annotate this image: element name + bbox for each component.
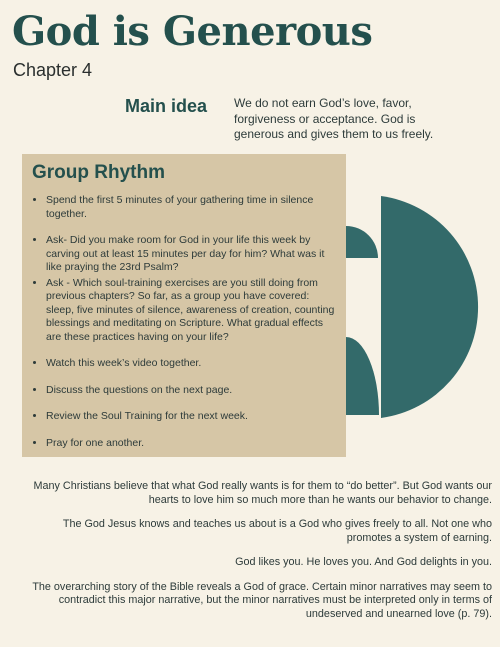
lower-quarter-circle-shape (346, 337, 379, 415)
rhythm-item-discuss: • Discuss the questions on the next page. (46, 384, 336, 398)
body-paragraph: The God Jesus knows and teaches us about is a God who gives freely to all. Not one who promotes a system of earning. (62, 518, 492, 544)
group-rhythm-list (32, 194, 336, 450)
body-text (22, 480, 492, 632)
rhythm-item-ask-soul-training: • Ask - Which soul-training exercises are you still doing from previous chapters? So far, as a group you have covered: sleep, five minutes of silence, awareness of creation, counting blessings and meditating on Scripture. What gradual effects are these practices having on your life? (46, 277, 336, 345)
body-paragraph: Many Christians believe that what God really wants is for them to “do better”. But God wants our hearts to love him so much more than he wants our behavior to change. (33, 480, 492, 506)
chapter-subtitle: Chapter 4 (13, 60, 93, 80)
upper-quarter-circle-shape (346, 226, 378, 258)
group-rhythm-box (22, 154, 346, 457)
body-paragraph: The overarching story of the Bible reveals a God of grace. Certain minor narratives may seem to contradict this major narrative, but the minor narratives must be interpreted only in terms of undeserved and unearned love (p. 79). (32, 580, 492, 620)
body-paragraph: God likes you. He loves you. And God delights in you. (235, 556, 492, 568)
rhythm-item-video: • Watch this week’s video together. (46, 357, 336, 371)
rhythm-item-review: • Review the Soul Training for the next week. (46, 410, 336, 424)
page-title: God is Generous (12, 8, 373, 55)
main-idea-text: We do not earn God’s love, favor, forgiveness or acceptance. God is generous and gives them to us freely. (234, 96, 434, 141)
large-semicircle-shape (381, 196, 478, 418)
rhythm-item-ask-room: • Ask- Did you make room for God in your life this week by carving out at least 15 minutes per day for him? What was it like praying the 23rd Psalm? (46, 234, 336, 275)
rhythm-item-pray: • Pray for one another. (46, 437, 336, 451)
rhythm-item-silence: • Spend the first 5 minutes of your gathering time in silence together. (46, 194, 336, 221)
group-rhythm-title: Group Rhythm (32, 162, 165, 183)
main-idea-label: Main idea (125, 96, 208, 116)
